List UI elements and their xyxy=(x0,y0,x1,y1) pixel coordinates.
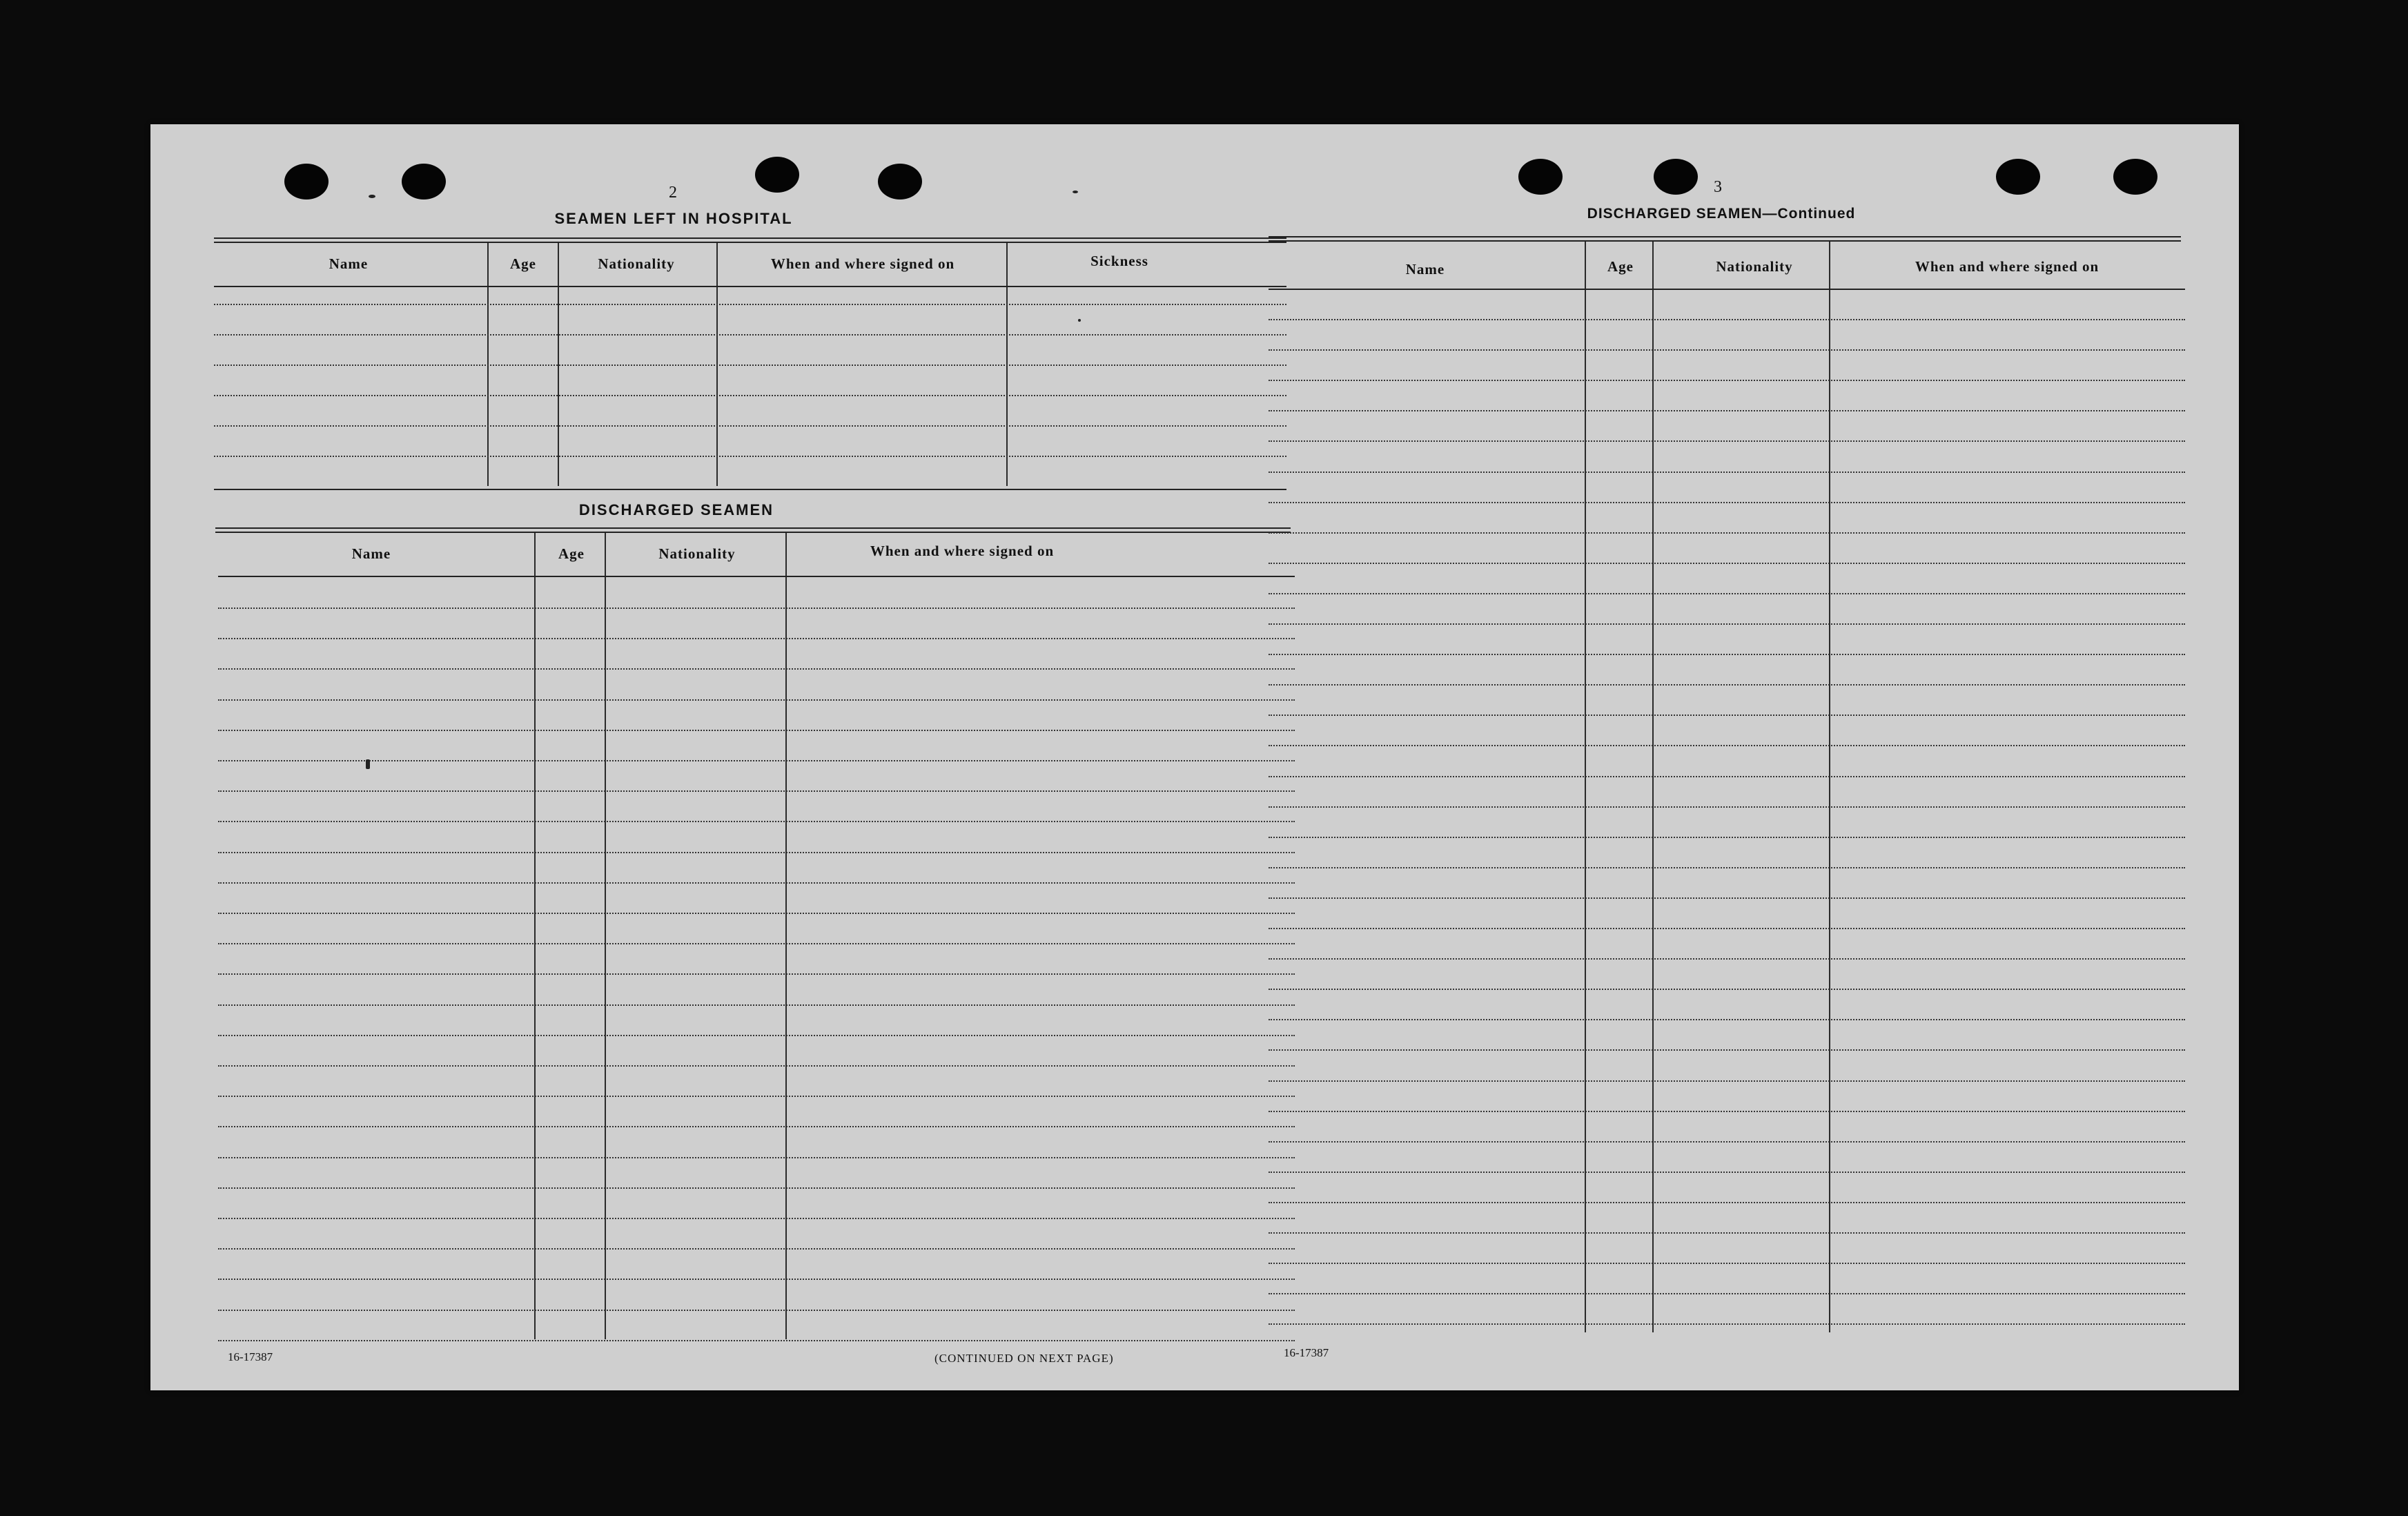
column-header-nationality: Nationality xyxy=(1716,258,1793,275)
table-row xyxy=(218,1310,1295,1311)
table-row xyxy=(1269,715,2185,716)
page-number: 3 xyxy=(1714,178,1722,196)
header-rule xyxy=(1269,289,2185,290)
table-row xyxy=(1269,1323,2185,1325)
column-header-sickness: Sickness xyxy=(1090,253,1148,269)
divider xyxy=(215,527,1291,533)
table-row xyxy=(218,1248,1295,1250)
column-header-name: Name xyxy=(329,255,369,272)
column-header-nationality: Nationality xyxy=(658,545,736,562)
table-row xyxy=(1269,349,2185,351)
section-title-discharged: DISCHARGED SEAMEN xyxy=(578,501,774,518)
form-number: 16-17387 xyxy=(1284,1346,1329,1359)
document-sheet xyxy=(150,124,2239,1390)
table-row xyxy=(1269,806,2185,808)
column-header-name: Name xyxy=(351,545,391,562)
table-row xyxy=(218,730,1295,731)
table-row xyxy=(214,365,1286,366)
table-row xyxy=(218,882,1295,884)
table-row xyxy=(1269,745,2185,746)
ink-speck xyxy=(366,759,370,769)
table-row xyxy=(218,668,1295,670)
table-row xyxy=(218,913,1295,914)
table-row xyxy=(218,1096,1295,1097)
table-row xyxy=(1269,563,2185,564)
table-row xyxy=(218,852,1295,853)
table-row xyxy=(1269,1293,2185,1294)
table-row xyxy=(1269,1080,2185,1082)
continued-note: (CONTINUED ON NEXT PAGE) xyxy=(934,1352,1114,1365)
table-row xyxy=(218,1157,1295,1158)
table-row xyxy=(1269,837,2185,838)
column-divider xyxy=(1585,242,1586,1332)
table-row xyxy=(1269,1263,2185,1264)
table-row xyxy=(214,304,1286,305)
table-row xyxy=(1269,654,2185,655)
section-title-discharged-continued: DISCHARGED SEAMEN—Continued xyxy=(1587,206,1856,222)
table-row xyxy=(1269,684,2185,686)
table-row xyxy=(218,943,1295,944)
punch-hole xyxy=(1996,159,2040,195)
table-row xyxy=(1269,532,2185,534)
page-number: 2 xyxy=(669,184,677,202)
header-rule xyxy=(218,576,1295,577)
punch-hole xyxy=(2113,159,2157,195)
discharged-table-left xyxy=(218,533,1295,1344)
column-divider xyxy=(1829,242,1830,1332)
table-row xyxy=(1269,867,2185,868)
table-row xyxy=(1269,502,2185,503)
table-row xyxy=(218,608,1295,609)
table-row xyxy=(218,1279,1295,1280)
table-row xyxy=(218,1187,1295,1189)
punch-hole xyxy=(878,164,922,200)
table-row xyxy=(214,395,1286,396)
table-row xyxy=(218,790,1295,792)
column-header-signed-on: When and where signed on xyxy=(770,255,955,272)
table-row xyxy=(218,1218,1295,1219)
table-row xyxy=(1269,410,2185,411)
column-header-age: Age xyxy=(558,545,585,562)
table-row xyxy=(1269,1111,2185,1112)
ink-speck xyxy=(1078,319,1081,322)
table-row xyxy=(1269,380,2185,381)
table-row xyxy=(218,1004,1295,1006)
column-header-age: Age xyxy=(510,255,536,272)
punch-hole xyxy=(1654,159,1698,195)
table-row xyxy=(1269,623,2185,625)
table-row xyxy=(1269,1202,2185,1203)
divider xyxy=(214,237,1286,243)
table-row xyxy=(218,699,1295,701)
table-row xyxy=(214,334,1286,336)
column-header-name: Name xyxy=(1405,261,1445,278)
divider xyxy=(1269,236,2181,242)
form-number: 16-17387 xyxy=(228,1350,273,1363)
table-row xyxy=(1269,989,2185,990)
table-row xyxy=(218,1035,1295,1036)
table-row xyxy=(1269,593,2185,594)
header-rule xyxy=(214,286,1286,287)
table-row xyxy=(218,638,1295,639)
table-row xyxy=(218,973,1295,975)
table-row xyxy=(1269,319,2185,320)
table-row xyxy=(218,1340,1295,1341)
section-title-hospital: SEAMEN LEFT IN HOSPITAL xyxy=(554,210,793,227)
column-header-age: Age xyxy=(1607,258,1634,275)
punch-hole xyxy=(755,157,799,193)
table-row xyxy=(1269,1049,2185,1051)
ink-speck xyxy=(369,195,375,198)
table-row xyxy=(1269,958,2185,960)
table-row xyxy=(1269,1172,2185,1173)
table-bottom-rule xyxy=(214,489,1286,490)
table-row xyxy=(214,425,1286,427)
table-row xyxy=(1269,897,2185,899)
table-row xyxy=(218,1065,1295,1067)
table-row xyxy=(214,456,1286,457)
column-header-signed-on: When and where signed on xyxy=(870,543,1055,559)
table-row xyxy=(1269,1019,2185,1020)
table-row xyxy=(218,821,1295,822)
table-row xyxy=(218,760,1295,761)
table-row xyxy=(1269,928,2185,929)
ink-speck xyxy=(1073,191,1078,193)
table-row xyxy=(1269,1141,2185,1143)
punch-hole xyxy=(1518,159,1563,195)
table-row xyxy=(1269,472,2185,473)
column-header-nationality: Nationality xyxy=(598,255,675,272)
column-header-signed-on: When and where signed on xyxy=(1915,258,2099,275)
punch-hole xyxy=(402,164,446,200)
discharged-table-right xyxy=(1269,242,2185,1339)
table-row xyxy=(218,1126,1295,1127)
column-divider xyxy=(1652,242,1654,1332)
table-row xyxy=(1269,776,2185,777)
table-row xyxy=(1269,440,2185,442)
punch-hole xyxy=(284,164,329,200)
table-row xyxy=(1269,1232,2185,1234)
